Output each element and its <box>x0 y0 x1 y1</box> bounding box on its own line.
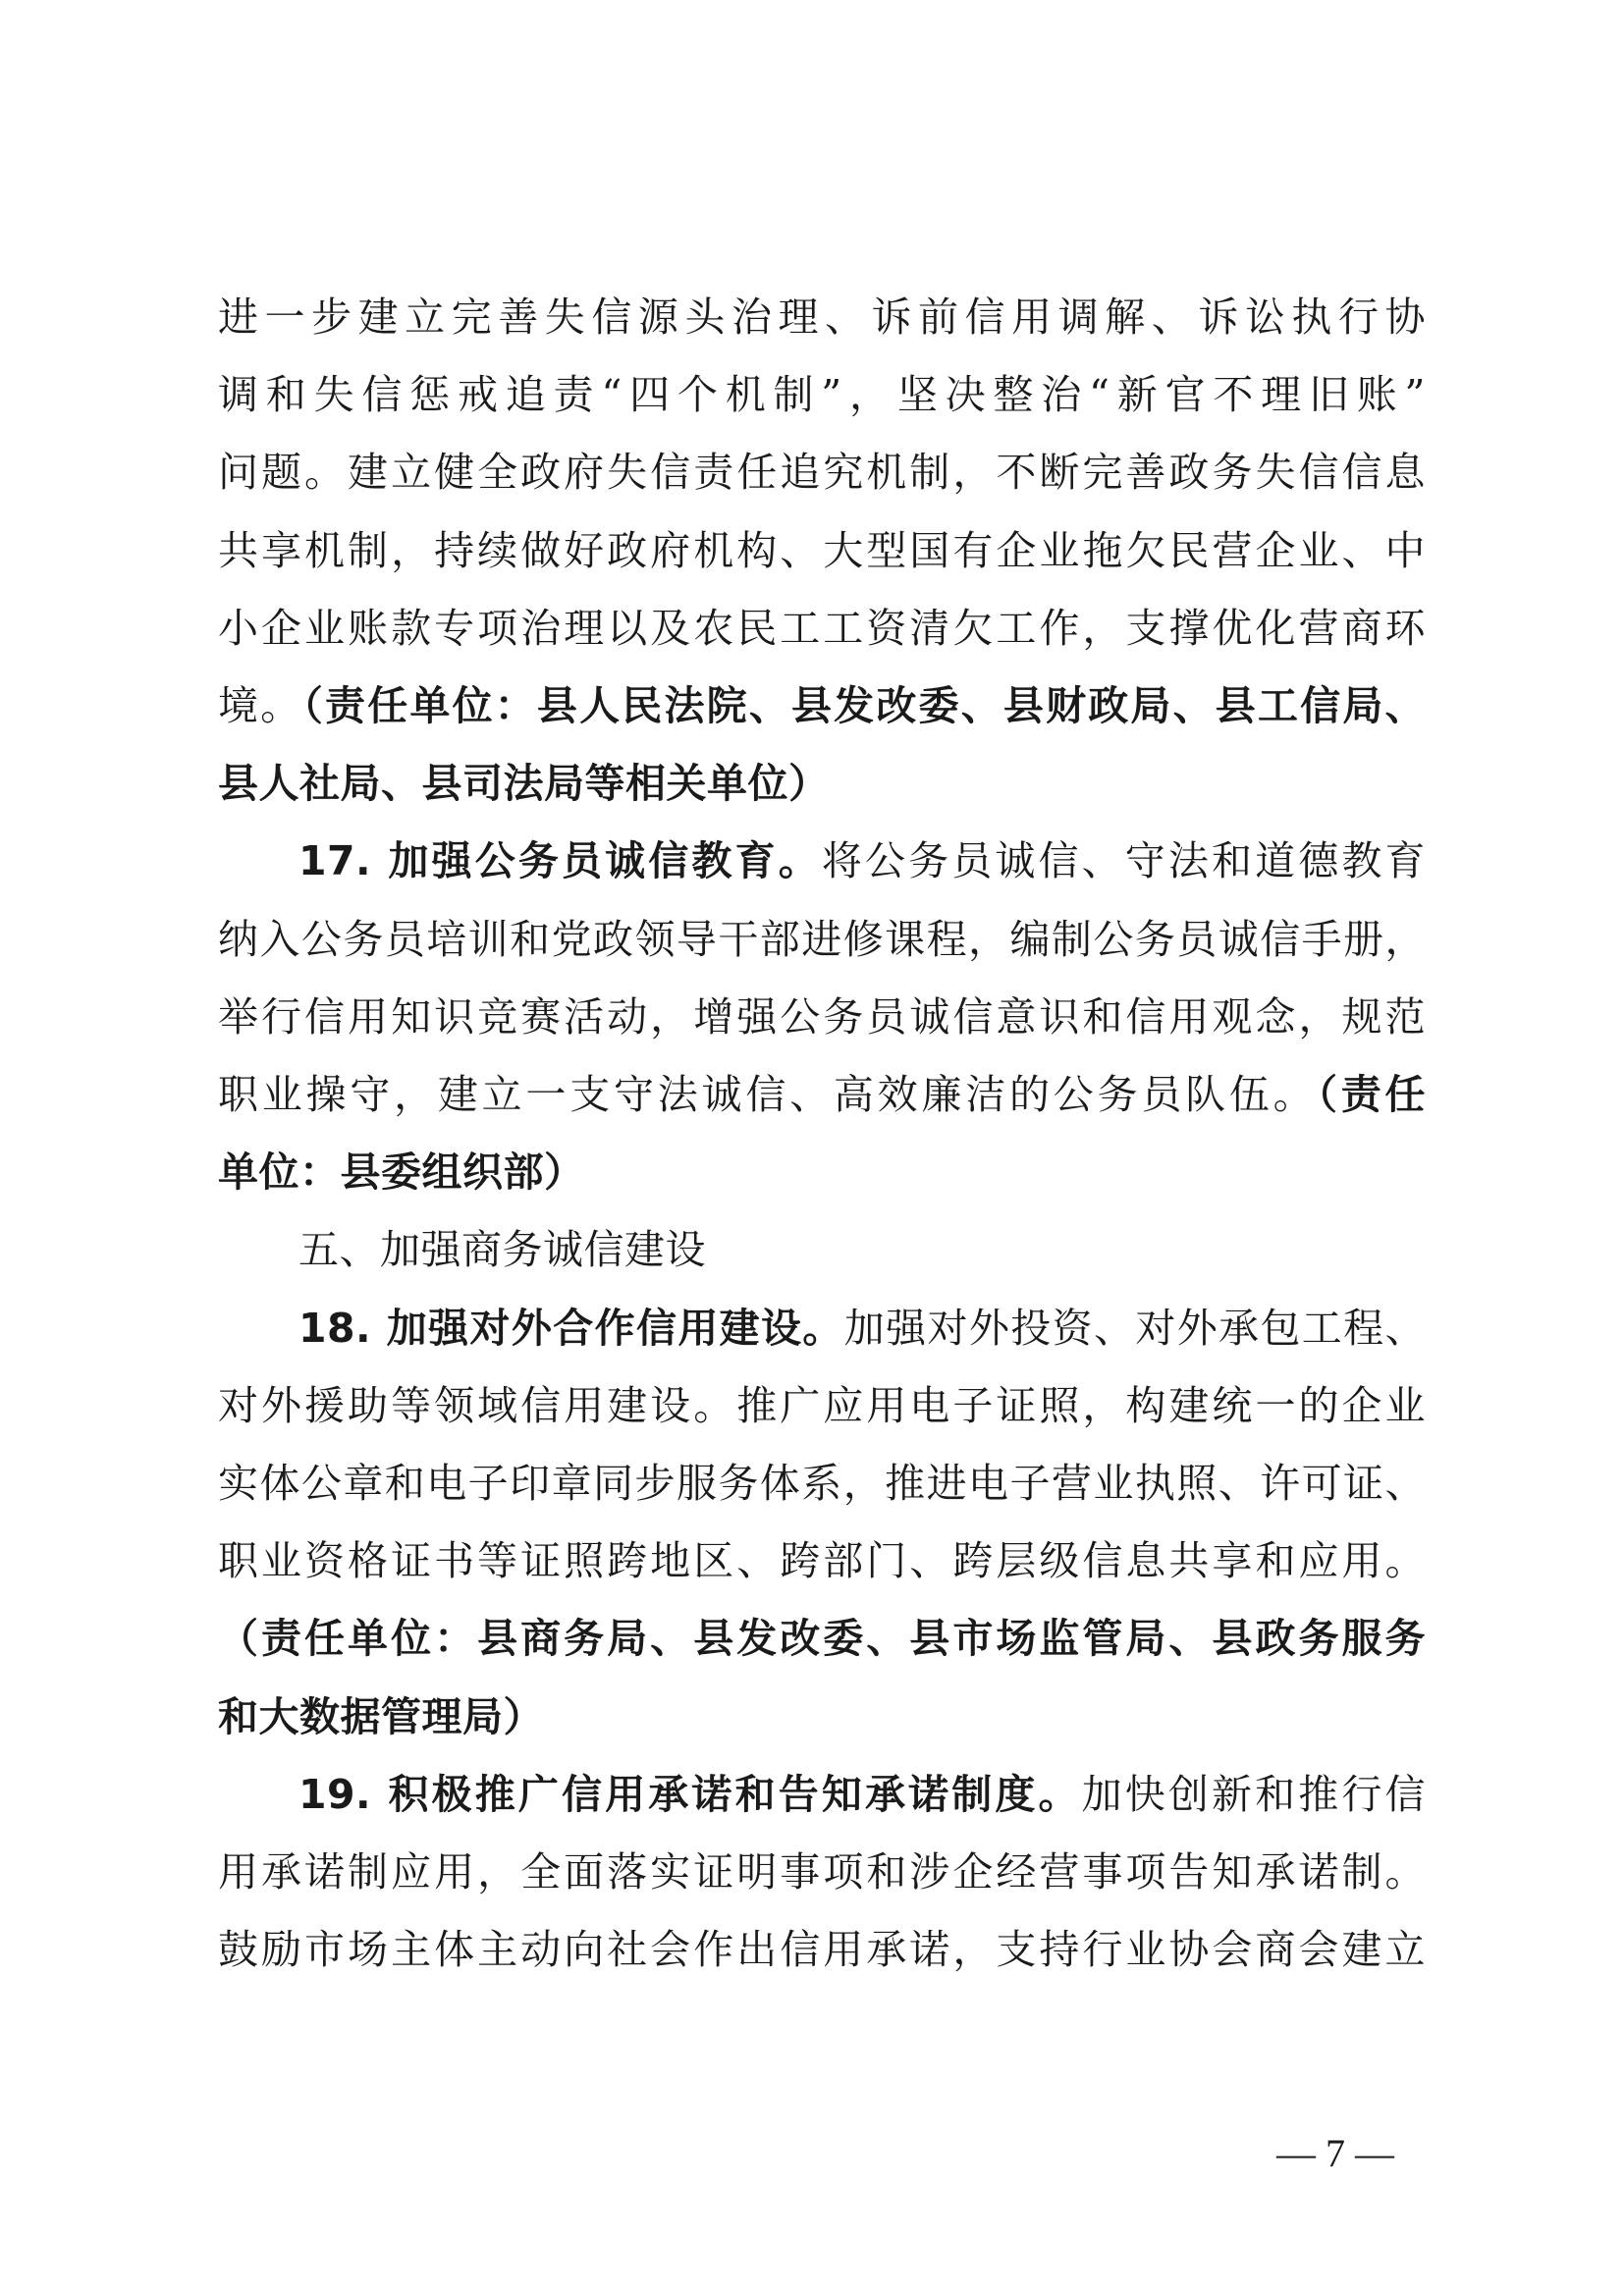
section-title: 五、加强商务诚信建设 <box>298 1226 706 1274</box>
text-line: 小企业账款专项治理以及农民工工资清欠工作，支撑优化营商环 <box>218 604 1426 652</box>
item-title: 18. 加强对外合作信用建设。 <box>298 1304 844 1352</box>
paragraph-18 <box>218 1290 1426 1756</box>
text-line <box>218 1756 1426 1834</box>
document-body <box>218 279 1426 1989</box>
paragraph-19 <box>218 1756 1426 1990</box>
responsibility-note: 县人社局、县司法局等相关单位） <box>218 760 830 808</box>
text-line: 问题。建立健全政府失信责任追究机制，不断完善政务失信信息 <box>218 449 1426 497</box>
section-heading <box>218 1211 1426 1289</box>
page-number: — 7 — <box>1276 2131 1394 2175</box>
text-line <box>218 823 1426 900</box>
paragraph-16-continued <box>218 279 1426 823</box>
text-segment: 加强对外投资、对外承包工程、 <box>843 1304 1427 1352</box>
item-title: 19. 积极推广信用承诺和告知承诺制度。 <box>298 1770 1082 1818</box>
text-segment: 加快创新和推行信 <box>1081 1770 1427 1818</box>
text-line: 纳入公务员培训和党政领导干部进修课程，编制公务员诚信手册， <box>218 915 1426 963</box>
responsibility-note: （责任单位：县商务局、县发改委、县市场监管局、县政务服务 <box>218 1615 1426 1663</box>
responsibility-note: 和大数据管理局） <box>218 1692 544 1740</box>
text-segment: 将公务员诚信、守法和道德教育 <box>821 837 1427 885</box>
responsibility-note: （责任 <box>1317 1071 1427 1119</box>
text-segment: 职业操守，建立一支守法诚信、高效廉洁的公务员队伍。 <box>218 1071 1318 1119</box>
paragraph-17 <box>218 823 1426 1211</box>
text-line: 鼓励市场主体主动向社会作出信用承诺，支持行业协会商会建立 <box>218 1926 1426 1974</box>
text-line: 共享机制，持续做好政府机构、大型国有企业拖欠民营企业、中 <box>218 526 1426 574</box>
text-line: 用承诺制应用，全面落实证明事项和涉企经营事项告知承诺制。 <box>218 1848 1426 1896</box>
item-title: 17. 加强公务员诚信教育。 <box>298 837 822 885</box>
text-line: 实体公章和电子印章同步服务体系，推进电子营业执照、许可证、 <box>218 1460 1426 1508</box>
text-line: 对外援助等领域信用建设。推广应用电子证照，构建统一的企业 <box>218 1381 1426 1429</box>
text-line <box>218 667 1426 745</box>
text-segment: 境。 <box>218 682 303 730</box>
text-line: 进一步建立完善失信源头治理、诉前信用调解、诉讼执行协 <box>218 294 1426 341</box>
text-line: 举行信用知识竞赛活动，增强公务员诚信意识和信用观念，规范 <box>218 992 1426 1041</box>
responsibility-note: 单位：县委组织部） <box>218 1148 585 1197</box>
text-line: 职业资格证书等证照跨地区、跨部门、跨层级信息共享和应用。 <box>218 1537 1426 1585</box>
text-line <box>218 1056 1426 1134</box>
text-line: 调和失信惩戒追责“四个机制”，坚决整治“新官不理旧账” <box>218 371 1426 419</box>
responsibility-note: （责任单位：县人民法院、县发改委、县财政局、县工信局、 <box>302 682 1426 730</box>
text-line <box>218 1290 1426 1367</box>
